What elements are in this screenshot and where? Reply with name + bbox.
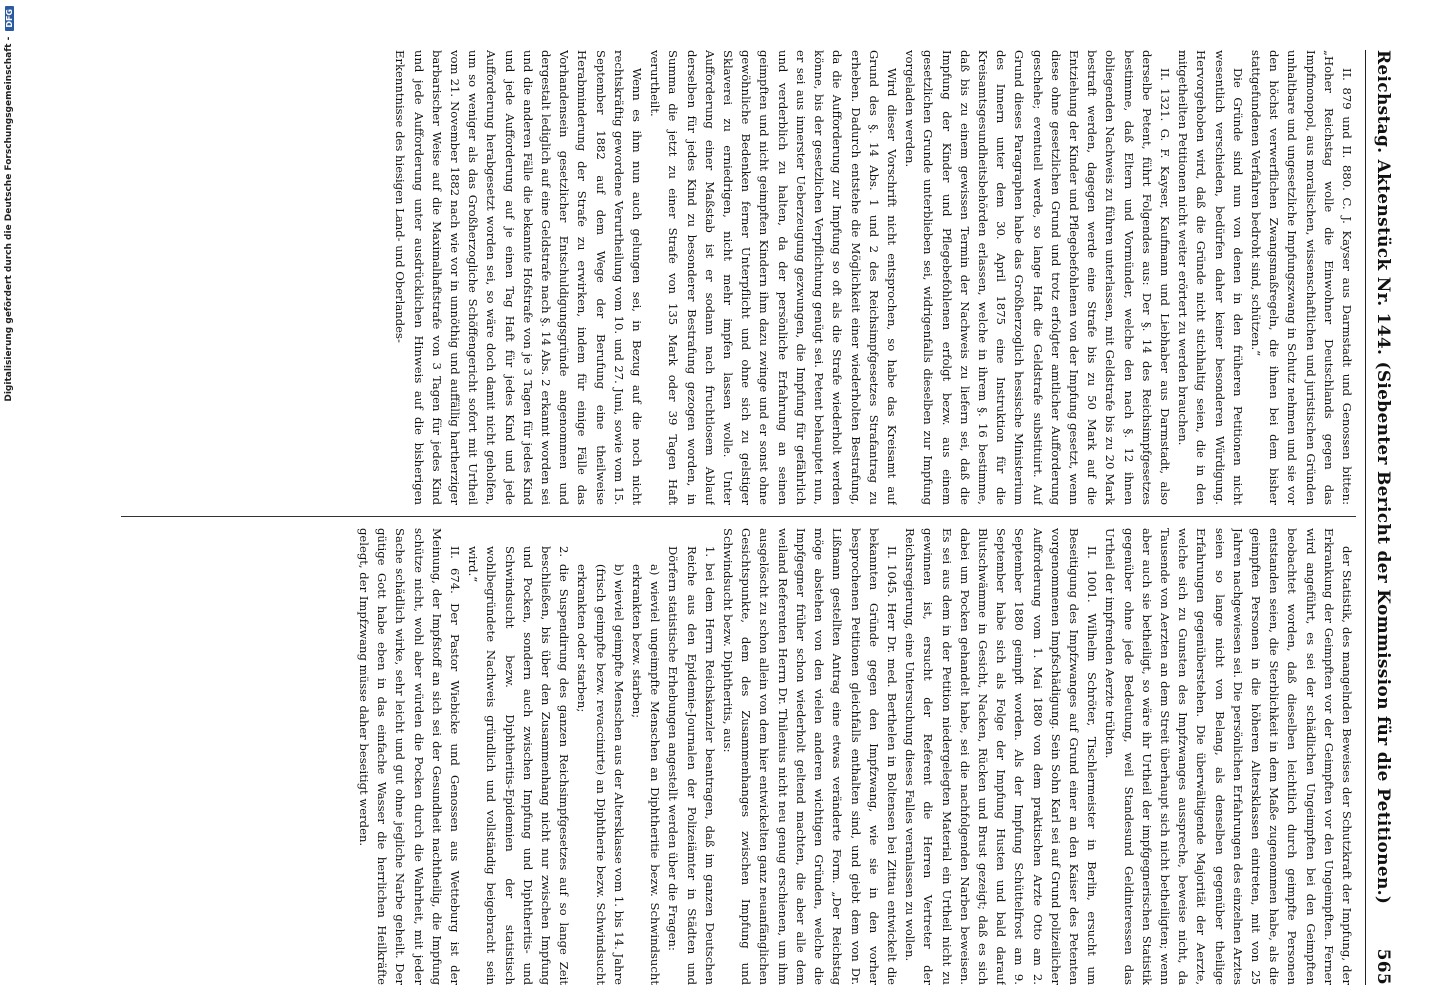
page-header — [1366, 50, 1400, 985]
running-title: Reichstag. Aktenstück Nr. 144. (Siebenter Bericht der Kommission für die Petitionen.) — [1373, 50, 1393, 905]
footer-text: Digitalisierung gefördert durch die Deutsche Forschungsgemeinschaft - — [4, 36, 14, 402]
paragraph: Wenn es ihm nun auch gelungen sei, in Bezug auf die noch nicht rechtskräftig gewordene Verurtheilung vom 10. und 27. Juni, sowie vom 15. September 1882 auf dem Wege der Berufung eine theilweise Herabminderung der Strafe zu erwirken, indem für einige Fälle das Vorhandensein gesetzlicher Entschuldigungsgründe angenommen und dergestalt lediglich auf eine Geldstrafe nach §. 14 Abs. 2 erkannt worden sei und die anderen Fälle die bekannte Hofstrafe von je 3 Tagen für jedes Kind und jede Aufforderung auf je einen Tag Haft für jedes Kind und jede Aufforderung herabgesetzt worden sei, so wäre doch damit nicht geholfen, um so weniger als das Großherzogliche Schöffengericht sofort mit Urtheil vom 21. November 1882 nach wie vor in unnöthig und auffällig hartherziger barbarischer Weise auf die Maximalhaftstrafe von 3 Tagen für jedes Kind und jede Aufforderung unter ausdrücklichen Hinweis auf die bisherigen Erkenntnisse des hiesigen Land- und Oberlandes- — [393, 50, 645, 505]
paragraph: II. 1321. G. F. Kayser, Kaufmann und Liebhaber aus Darmstadt, also derselbe Petent, führt Folgendes aus: Der §. 14 des Reichsimpfgesetzes bestimme, daß Eltern und Vormünder, welche den nach §. 12 ihnen obliegenden Nachweis zu führen unterlassen, mit Geldstrafe bis zu 20 Mark bestraft werden, dagegen werde eine Strafe bis zu 50 Mark auf die Entziehung der Kinder und Pflegebefohlenen von der Impfung gesetzt, wenn diese ohne gesetzlichen Grund und trotz erfolgter amtlicher Aufforderung geschehe; eventuell werde, so lange Haft die Geldstrafe substituirt. Auf Grund dieses Paragraphen habe das Großherzoglich hessische Ministerium des Innern unter dem 30. April 1875 eine Instruktion für die Kreisamtsgesundheitsbehörden erlassen, welche in ihrem §. 16 bestimme, daß bis zu einem gewissen Termin der Nachweis zu liefern sei, daß die Impfung der Kinder und Pflegebefohlenen erfolgt bezw. aus einem gesetzlichen Grunde unterblieben sei, widrigenfalls dieselben zur Impfung vorgeladen werden. — [903, 50, 1172, 505]
header-rule — [1365, 50, 1366, 985]
page-number: 565 — [1373, 948, 1393, 985]
list-item: 2. die Suspendirung des ganzen Reichsimpfgesetzes auf so lange Zeit beschließen, bis über den Zusammenhang nicht nur zwischen Impfung und Pocken, sondern auch zwischen Impfung und Diphtheritis- und Schwindsucht bezw. Diphtheritis-Epidemien der statistisch wohlbegründete Nachweis gründlich und vollständig beigebracht sein wird.“ — [466, 546, 572, 985]
paragraph: II. 1045. Herr Dr. med. Berthelen in Boltensen bei Zittau entwickelt die bekannten Gründe gegen den Impfzwang, wie sie in den vorher besprochenen Petitionen gleichfalls enthalten sind, und giebt dem von Dr. Lißmann gestellten Antrag eine etwas veränderte Form. „Der Reichstag möge abstehen von den vielen anderen wichtigen Gründen, welche die Impfgegner früher schon wiederholt geltend machten, die aber alle dem weiland Referenten Herrn Dr. Thilenius nicht neu genug erschienen, um ihm ausgelöscht zu schon allein von dem hier entwickelten ganz neuanfänglichen Gesichtspunkte, dem des Zusammenhanges zwischen Impfung und Schwindsucht bezw. Diphtheritis, aus: — [721, 528, 899, 985]
paragraph: II. 879 und II. 880. C. J. Kayser aus Darmstadt und Genossen bitten: „Hoher Reichstag wolle die Einwohner Deutschlands gegen das Impfmonopol, aus moralischen, wissenschaftlichen und juristischen Gründen unhaltbare und ungesetzliche Impfungszwang in Schutz nehmen und sie vor den höchst verwerflichen Zwangsmaßregeln, die ihnen bei dem bisher stattgefundenen Verfahren bedroht sind, schützen.“ — [1248, 50, 1354, 505]
digitization-footer — [2, 0, 16, 1000]
paragraph: II. 674. Der Pastor Wiebicke und Genossen aus Wetteburg ist der Meinung, der Impfstoff an sich sei der Gesundheit nachtheilig, die Impfung schütze nicht, wohl aber würden die Pocken durch die Wahrheit, mit jeder Sache schädlich wirke, sehr leicht und gut ohne jegliche Narbe geheilt. Der gütige Gott habe eben in das einfache Wasser die herrlichen Heilkräfte gelegt, der Impfzwang müsse daher beseitigt werden. — [357, 528, 463, 985]
list-subitem: a) wieviel ungeimpfte Menschen an Diphtheritie bezw. Schwindsucht erkrankten bezw. starben; — [630, 564, 663, 985]
column-right — [121, 50, 1356, 505]
column-divider — [121, 516, 1356, 517]
paragraph: Wird dieser Vorschrift nicht entsprochen, so habe das Kreisamt auf Grund des §. 14 Abs. 1 und 2 des Reichsimpfgesetzes Strafantrag zu erheben. Dadurch entstehe die Möglichkeit einer wiederholten Bestrafung, da die Aufforderung zur Impfung so oft als die Strafe wiederholt werden könne, bis der gesetzlichen Verpflichtung genügt sei. Petent behauptet nun, er sei aus innerster Ueberzeugung gezwungen, die Impfung für gefährlich und verderblich zu halten, da der persönliche Erfahrung an seinen geimpften und nicht geimpften Kindern ihm dazu zwinge und er sonst ohne gewöhnliche Bedenken ferner Unterpflicht und ohne sich zu gelstiger Sklaverei zu erniedrigen, nicht mehr impfen lassen wolle. Unter Aufforderung einer Maßstab ist er sodann nach fruchtlosem Ablauf derselben für jedes Kind zu besonderer Bestrafung gezogen worden, in Summa die jetzt zu einer Strafe von 135 Mark oder 39 Tagen Haft verurtheilt. — [648, 50, 899, 505]
column-left — [121, 528, 1356, 985]
paragraph: II. 1001. Wilhelm Schröter, Tischlermeister in Berlin, ersucht um Beseitigung des Impfzwanges auf Grund einer an den Kaiser des Petenten vorgenommenen Impfschädigung. Sein Sohn Karl sei auf Grund polizeilicher Aufforderung vom 1. Mai 1880 von dem praktischen Arzte Otto am 2. September 1880 geimpft worden. Als der Impfung Schüttelfrost am 9. September habe sich als Folge der Impfung Husten und bald darauf Blutschwämme in Gesicht, Nacken, Rücken und Brust gezeigt; daß es sich dabei um Pocken gehandelt habe, sei die nachfolgenden Narben beweisen. Es sei aus dem in der Petition niedergelegten Material ein Urtheil nicht zu gewinnen ist, ersucht der Referent die Herren Vertreter der Reichsregierung, eine Untersuchung dieses Falles veranlassen zu wollen. — [903, 528, 1100, 985]
rotated-page — [110, 50, 1400, 985]
paragraph: der Statistik, des mangelnden Beweises der Schutzkraft der Impfung, der Erkrankung der Geimpften vor der Geimpften vor den Ungeimpften. Ferner wird angeführt, es sei der schädlichen Ungeimpften bei den Geimpften beobachtet worden, daß dieselben leichtlich durch geimpfte Personen entstanden seien, die Sterblichkeit in dem Maße zugenommen habe, als die geimpften Personen in die höheren Altersklassen eintreten, mit von 25 Jahren nachgewiesen sei. Die persönlichen Erfahrungen des einzelnen Arztes seien so lange nicht von Belang, als denselben gegenüber theilige Erfahrungen gegenüberstehen. Die überwältigende Majorität der Aerzte, welche sich zu Gunsten des Impfzwanges ausspreche, beweise nicht, da Tausende von Aerzten an dem Streit überhaupt sich nicht betheiligten; wenn aber auch sie betheiligt, so wäre ihr Urtheil der impfgegnerischen Statistik gegenüber ohne jede Bedeutung, weil Standesund Geldinteressen das Urtheil der impfrenden Aerzte trübten. — [1103, 528, 1354, 985]
dfg-logo: DFG — [5, 6, 14, 31]
list-subitem: b) wieviel geimpfte Menschen aus der Altersklasse vom 1. bis 14. Jahre (frisch geimpfte bezw. revaccinirte) an Diphtherie bezw. Schwindsucht erkrankten oder starben; — [575, 564, 626, 985]
list-item: 1. bei dem Herrn Reichskanzler beantragen, daß im ganzen Deutschen Reiche aus den Epidemie-Journalen der Polizeiämter in Städten und Dörfern statistische Erhebungen angestellt werden über die Fragen: — [666, 546, 717, 985]
paragraph: Die Gründe sind nun von denen in den früheren Petitionen nicht wesentlich verschieden, bedürfen daher keiner besonderen Würdigung. Hervorgehoben wird, daß die Gründe nicht stichhaltig seien, die in den mitgetheilten Petitionen nicht weiter erörtert zu werden brauchen. — [1176, 50, 1245, 505]
